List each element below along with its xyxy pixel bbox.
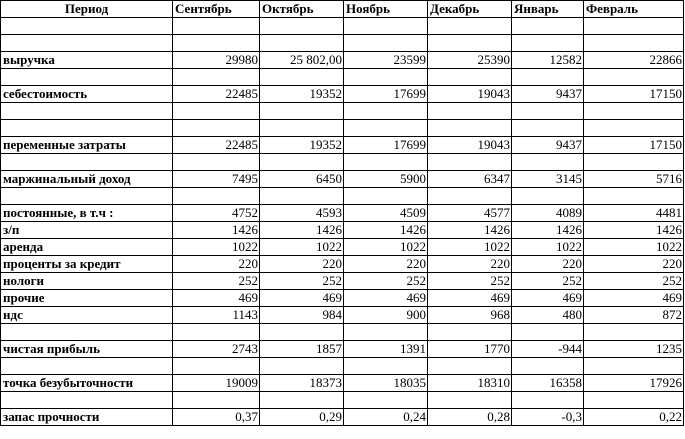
value-cell[interactable]: 984 — [260, 307, 344, 324]
empty-cell[interactable] — [173, 103, 260, 120]
spacer-row — [1, 18, 684, 35]
spacer-row — [1, 392, 684, 409]
value-cell[interactable]: 252 — [344, 273, 428, 290]
empty-cell[interactable] — [344, 358, 428, 375]
empty-cell[interactable] — [173, 69, 260, 86]
header-cell-month[interactable]: Февраль — [584, 1, 684, 18]
row-label-cell[interactable]: маржинальный доход — [1, 171, 173, 188]
value-cell[interactable]: 252 — [173, 273, 260, 290]
empty-cell[interactable] — [584, 120, 684, 137]
spacer-row — [1, 35, 684, 52]
empty-cell[interactable] — [260, 120, 344, 137]
header-cell-month[interactable]: Декабрь — [428, 1, 512, 18]
value-cell[interactable]: 1143 — [173, 307, 260, 324]
value-cell[interactable]: 25390 — [428, 52, 512, 69]
value-cell[interactable]: 469 — [260, 290, 344, 307]
empty-cell[interactable] — [173, 392, 260, 409]
empty-cell[interactable] — [512, 35, 584, 52]
value-cell[interactable]: 1022 — [428, 239, 512, 256]
empty-cell[interactable] — [512, 103, 584, 120]
header-cell-month[interactable]: Сентябрь — [173, 1, 260, 18]
empty-cell[interactable] — [512, 154, 584, 171]
empty-cell[interactable] — [260, 103, 344, 120]
value-cell[interactable]: 18373 — [260, 375, 344, 392]
value-cell[interactable]: 1426 — [584, 222, 684, 239]
empty-cell[interactable] — [344, 154, 428, 171]
empty-cell[interactable] — [260, 35, 344, 52]
value-cell[interactable]: 22485 — [173, 137, 260, 154]
value-cell[interactable]: 252 — [428, 273, 512, 290]
header-cell-month[interactable]: Октябрь — [260, 1, 344, 18]
empty-cell[interactable] — [584, 69, 684, 86]
value-cell[interactable]: 9437 — [512, 137, 584, 154]
value-cell[interactable]: 220 — [428, 256, 512, 273]
value-cell[interactable]: 469 — [428, 290, 512, 307]
empty-cell[interactable] — [173, 324, 260, 341]
value-cell[interactable]: 4481 — [584, 205, 684, 222]
table-row — [1, 375, 684, 392]
empty-cell[interactable] — [1, 154, 173, 171]
value-cell[interactable]: 1426 — [173, 222, 260, 239]
row-label-cell[interactable]: точка безубыточности — [1, 375, 173, 392]
table-row — [1, 307, 684, 324]
value-cell[interactable]: 1022 — [173, 239, 260, 256]
empty-cell[interactable] — [344, 188, 428, 205]
empty-cell[interactable] — [344, 324, 428, 341]
value-cell[interactable]: 22485 — [173, 86, 260, 103]
spacer-row — [1, 120, 684, 137]
empty-cell[interactable] — [584, 324, 684, 341]
spacer-row — [1, 358, 684, 375]
value-cell[interactable]: 1391 — [344, 341, 428, 358]
value-cell[interactable]: 4577 — [428, 205, 512, 222]
empty-cell[interactable] — [428, 120, 512, 137]
header-row — [1, 1, 684, 18]
header-cell-month[interactable]: Ноябрь — [344, 1, 428, 18]
empty-cell[interactable] — [512, 120, 584, 137]
row-label-cell[interactable]: постоянные, в т.ч : — [1, 205, 173, 222]
value-cell[interactable]: 29980 — [173, 52, 260, 69]
value-cell[interactable]: 4752 — [173, 205, 260, 222]
empty-cell[interactable] — [584, 18, 684, 35]
value-cell[interactable]: 1022 — [344, 239, 428, 256]
empty-cell[interactable] — [584, 188, 684, 205]
value-cell[interactable]: 1235 — [584, 341, 684, 358]
table-row — [1, 256, 684, 273]
table-row — [1, 222, 684, 239]
value-cell[interactable]: 1426 — [428, 222, 512, 239]
empty-cell[interactable] — [1, 35, 173, 52]
empty-cell[interactable] — [584, 358, 684, 375]
value-cell[interactable]: 0,28 — [428, 409, 512, 426]
empty-cell[interactable] — [512, 69, 584, 86]
value-cell[interactable]: 1022 — [260, 239, 344, 256]
table-row — [1, 52, 684, 69]
table-row — [1, 239, 684, 256]
empty-cell[interactable] — [428, 392, 512, 409]
empty-cell[interactable] — [512, 324, 584, 341]
value-cell[interactable]: 469 — [344, 290, 428, 307]
value-cell[interactable]: 17699 — [344, 86, 428, 103]
value-cell[interactable]: 220 — [584, 256, 684, 273]
value-cell[interactable]: 6450 — [260, 171, 344, 188]
value-cell[interactable]: 220 — [512, 256, 584, 273]
empty-cell[interactable] — [1, 18, 173, 35]
empty-cell[interactable] — [512, 392, 584, 409]
empty-cell[interactable] — [260, 392, 344, 409]
empty-cell[interactable] — [428, 154, 512, 171]
empty-cell[interactable] — [1, 324, 173, 341]
empty-cell[interactable] — [1, 69, 173, 86]
empty-cell[interactable] — [344, 69, 428, 86]
value-cell[interactable]: 6347 — [428, 171, 512, 188]
row-label-cell[interactable]: выручка — [1, 52, 173, 69]
table-row — [1, 409, 684, 426]
value-cell[interactable]: 900 — [344, 307, 428, 324]
table-row — [1, 290, 684, 307]
value-cell[interactable]: 12582 — [512, 52, 584, 69]
table-row — [1, 205, 684, 222]
value-cell[interactable]: 3145 — [512, 171, 584, 188]
value-cell[interactable]: 17150 — [584, 86, 684, 103]
value-cell[interactable]: 1857 — [260, 341, 344, 358]
spacer-row — [1, 69, 684, 86]
value-cell[interactable]: 16358 — [512, 375, 584, 392]
value-cell[interactable]: 19352 — [260, 137, 344, 154]
empty-cell[interactable] — [584, 154, 684, 171]
value-cell[interactable]: 480 — [512, 307, 584, 324]
empty-cell[interactable] — [344, 35, 428, 52]
empty-cell[interactable] — [584, 35, 684, 52]
table-row — [1, 171, 684, 188]
value-cell[interactable]: 9437 — [512, 86, 584, 103]
value-cell[interactable]: -0,3 — [512, 409, 584, 426]
value-cell[interactable]: 1426 — [260, 222, 344, 239]
spacer-row — [1, 154, 684, 171]
value-cell[interactable]: 19043 — [428, 86, 512, 103]
value-cell[interactable]: 22866 — [584, 52, 684, 69]
header-cell-month[interactable]: Январь — [512, 1, 584, 18]
row-label-cell[interactable]: нологи — [1, 273, 173, 290]
header-cell-period[interactable]: Период — [1, 1, 173, 18]
empty-cell[interactable] — [428, 35, 512, 52]
empty-cell[interactable] — [428, 103, 512, 120]
empty-cell[interactable] — [173, 154, 260, 171]
empty-cell[interactable] — [428, 188, 512, 205]
row-label-cell[interactable]: запас прочности — [1, 409, 173, 426]
value-cell[interactable]: 4509 — [344, 205, 428, 222]
row-label-cell[interactable]: себестоимость — [1, 86, 173, 103]
value-cell[interactable]: 872 — [584, 307, 684, 324]
value-cell[interactable]: 469 — [512, 290, 584, 307]
value-cell[interactable]: 252 — [512, 273, 584, 290]
table-row — [1, 273, 684, 290]
row-label-cell[interactable]: з/п — [1, 222, 173, 239]
spacer-row — [1, 103, 684, 120]
empty-cell[interactable] — [260, 154, 344, 171]
empty-cell[interactable] — [260, 324, 344, 341]
empty-cell[interactable] — [428, 324, 512, 341]
value-cell[interactable]: 469 — [173, 290, 260, 307]
empty-cell[interactable] — [260, 188, 344, 205]
empty-cell[interactable] — [428, 69, 512, 86]
value-cell[interactable]: 18310 — [428, 375, 512, 392]
empty-cell[interactable] — [173, 18, 260, 35]
empty-cell[interactable] — [584, 392, 684, 409]
empty-cell[interactable] — [1, 188, 173, 205]
row-label-cell[interactable]: ндс — [1, 307, 173, 324]
empty-cell[interactable] — [1, 120, 173, 137]
value-cell[interactable]: 19352 — [260, 86, 344, 103]
empty-cell[interactable] — [260, 358, 344, 375]
value-cell[interactable]: 17926 — [584, 375, 684, 392]
empty-cell[interactable] — [260, 18, 344, 35]
row-label-cell[interactable]: чистая прибыль — [1, 341, 173, 358]
value-cell[interactable]: -944 — [512, 341, 584, 358]
value-cell[interactable]: 19043 — [428, 137, 512, 154]
empty-cell[interactable] — [173, 120, 260, 137]
value-cell[interactable]: 220 — [173, 256, 260, 273]
empty-cell[interactable] — [173, 35, 260, 52]
value-cell[interactable]: 1426 — [344, 222, 428, 239]
row-label-cell[interactable]: прочие — [1, 290, 173, 307]
empty-cell[interactable] — [260, 69, 344, 86]
value-cell[interactable]: 469 — [584, 290, 684, 307]
value-cell[interactable]: 5900 — [344, 171, 428, 188]
value-cell[interactable]: 0,22 — [584, 409, 684, 426]
table-row — [1, 341, 684, 358]
value-cell[interactable]: 23599 — [344, 52, 428, 69]
value-cell[interactable]: 220 — [344, 256, 428, 273]
value-cell[interactable]: 17699 — [344, 137, 428, 154]
row-label-cell[interactable]: переменные затраты — [1, 137, 173, 154]
empty-cell[interactable] — [173, 188, 260, 205]
value-cell[interactable]: 220 — [260, 256, 344, 273]
value-cell[interactable]: 1022 — [512, 239, 584, 256]
spacer-row — [1, 324, 684, 341]
value-cell[interactable]: 18035 — [344, 375, 428, 392]
value-cell[interactable]: 17150 — [584, 137, 684, 154]
value-cell[interactable]: 25 802,00 — [260, 52, 344, 69]
empty-cell[interactable] — [1, 358, 173, 375]
value-cell[interactable]: 0,29 — [260, 409, 344, 426]
empty-cell[interactable] — [428, 18, 512, 35]
empty-cell[interactable] — [512, 358, 584, 375]
empty-cell[interactable] — [584, 103, 684, 120]
empty-cell[interactable] — [512, 18, 584, 35]
empty-cell[interactable] — [344, 103, 428, 120]
empty-cell[interactable] — [344, 120, 428, 137]
value-cell[interactable]: 1022 — [584, 239, 684, 256]
value-cell[interactable]: 4089 — [512, 205, 584, 222]
value-cell[interactable]: 1426 — [512, 222, 584, 239]
value-cell[interactable]: 5716 — [584, 171, 684, 188]
value-cell[interactable]: 0,24 — [344, 409, 428, 426]
empty-cell[interactable] — [512, 188, 584, 205]
value-cell[interactable]: 0,37 — [173, 409, 260, 426]
empty-cell[interactable] — [428, 358, 512, 375]
value-cell[interactable]: 2743 — [173, 341, 260, 358]
table-body — [1, 1, 684, 426]
value-cell[interactable]: 252 — [260, 273, 344, 290]
value-cell[interactable]: 7495 — [173, 171, 260, 188]
spacer-row — [1, 188, 684, 205]
value-cell[interactable]: 19009 — [173, 375, 260, 392]
empty-cell[interactable] — [344, 392, 428, 409]
value-cell[interactable]: 4593 — [260, 205, 344, 222]
row-label-cell[interactable]: аренда — [1, 239, 173, 256]
empty-cell[interactable] — [1, 392, 173, 409]
table-row — [1, 86, 684, 103]
empty-cell[interactable] — [173, 358, 260, 375]
empty-cell[interactable] — [1, 103, 173, 120]
value-cell[interactable]: 968 — [428, 307, 512, 324]
row-label-cell[interactable]: проценты за кредит — [1, 256, 173, 273]
empty-cell[interactable] — [344, 18, 428, 35]
value-cell[interactable]: 252 — [584, 273, 684, 290]
table-row — [1, 137, 684, 154]
value-cell[interactable]: 1770 — [428, 341, 512, 358]
